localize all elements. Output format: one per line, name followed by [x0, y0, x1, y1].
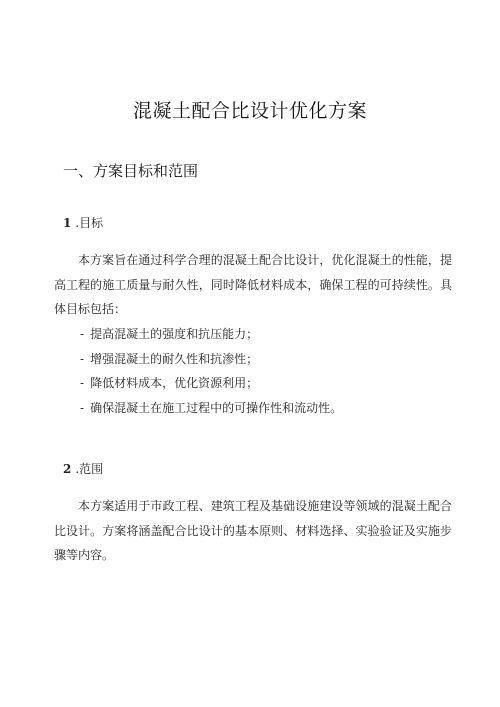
goal-bullet-list	[80, 322, 342, 420]
scope-paragraph: 本方案适用于市政工程、建筑工程及基础设施建设等领域的混凝土配合比设计。方案将涵盖配合比设计的基本原则、材料选择、实验验证及实施步骤等内容。	[54, 499, 452, 562]
subsection-heading-goal	[63, 214, 103, 231]
goal-paragraph: 本方案旨在通过科学合理的混凝土配合比设计，优化混凝土的性能，提高工程的施工质量与耐久性，同时降低材料成本，确保工程的可持续性。具体目标包括：	[54, 253, 452, 316]
subsection-label: .目标	[75, 216, 104, 230]
subsection-heading-scope	[63, 460, 103, 477]
subsection-label: .范围	[75, 462, 104, 476]
bullet-marker: -	[80, 351, 85, 366]
list-item: - 降低材料成本，优化资源利用；	[80, 376, 259, 391]
section-heading: 一、方案目标和范围	[63, 162, 199, 180]
bullet-marker: -	[80, 400, 85, 415]
bullet-marker: -	[80, 327, 85, 341]
subsection-number: 1	[63, 216, 72, 230]
list-item: - 增强混凝土的耐久性和抗渗性；	[80, 351, 259, 366]
subsection-number: 2	[63, 462, 72, 476]
list-item: - 提高混凝土的强度和抗压能力；	[80, 327, 259, 341]
bullet-marker: -	[80, 376, 85, 391]
document-title: 混凝土配合比设计优化方案	[132, 100, 367, 122]
list-item: - 确保混凝土在施工过程中的可操作性和流动性。	[80, 400, 343, 415]
